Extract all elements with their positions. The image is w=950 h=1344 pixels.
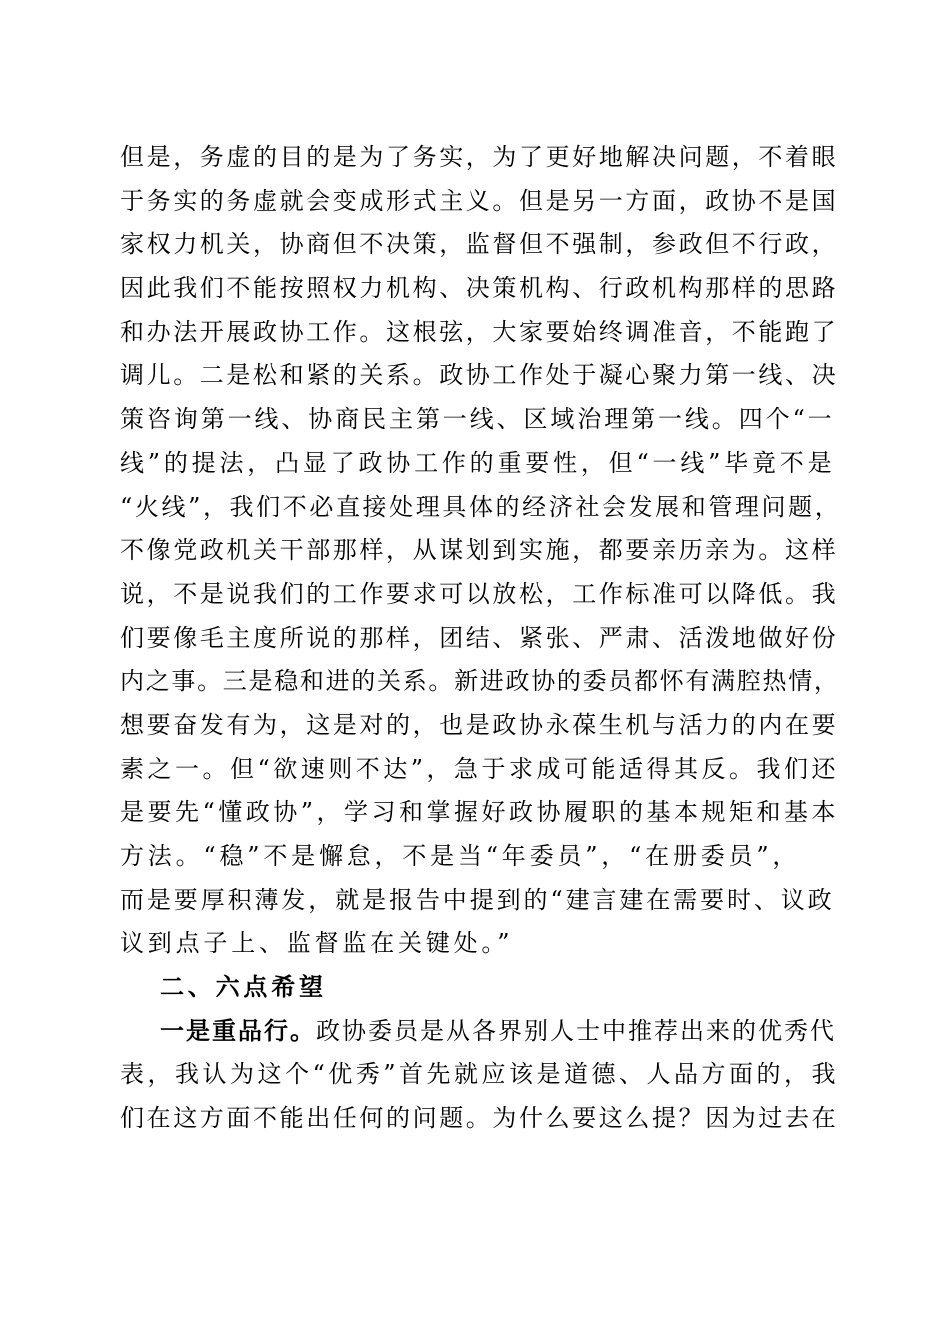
- document-body: [120, 136, 840, 1141]
- paragraph-line: 方法。“稳”不是懈怠，不是当“年委员”，“在册委员”，: [120, 842, 801, 870]
- paragraph-line: 策咨询第一线、协商民主第一线、区域治理第一线。四个“一: [120, 405, 835, 434]
- paragraph-line-rest: 政协委员是从各界别人士中推荐出来的优秀代: [316, 1016, 836, 1045]
- paragraph-line: 调儿。二是松和紧的关系。政协工作处于凝心聚力第一线、决: [120, 361, 839, 390]
- paragraph-line: 是要先“懂政协”，学习和掌握好政协履职的基本规矩和基本: [120, 798, 840, 827]
- paragraph-line: 们在这方面不能出任何的问题。为什么要这么提？因为过去在: [120, 1104, 839, 1133]
- paragraph-line: “火线”，我们不必直接处理具体的经济社会发展和管理问题，: [120, 492, 842, 521]
- paragraph-lead: 一是重品行。: [160, 1016, 316, 1045]
- paragraph-line: 线”的提法，凸显了政协工作的重要性，但“一线”毕竟不是: [120, 448, 836, 477]
- paragraph-line: 内之事。三是稳和进的关系。新进政协的委员都怀有满腔热情，: [120, 667, 840, 696]
- paragraph-line: 议到点子上、监督监在关键处。”: [120, 929, 514, 958]
- paragraph-line: 而是要厚积薄发，就是报告中提到的“建言建在需要时、议政: [120, 885, 835, 914]
- paragraph-line: 不像党政机关干部那样，从谋划到实施，都要亲历亲为。这样: [120, 536, 839, 565]
- paragraph-line: [120, 1010, 840, 1054]
- section-heading: 二、六点希望: [160, 973, 327, 1002]
- paragraph-line: 因此我们不能按照权力机构、决策机构、行政机构那样的思路: [120, 274, 839, 303]
- paragraph-line: 和办法开展政协工作。这根弦，大家要始终调准音，不能跑了: [120, 317, 839, 346]
- paragraph-line: 素之一。但“欲速则不达”，急于求成可能适得其反。我们还: [120, 754, 840, 783]
- paragraph-line: 家权力机关，协商但不决策，监督但不强制，参政但不行政，: [120, 230, 839, 259]
- paragraph-line: 说，不是说我们的工作要求可以放松，工作标准可以降低。我: [120, 579, 839, 608]
- paragraph-line: 们要像毛主度所说的那样，团结、紧张、严肃、活泼地做好份: [120, 623, 839, 652]
- paragraph-line: 想要奋发有为，这是对的，也是政协永葆生机与活力的内在要: [120, 710, 839, 739]
- paragraph-line: 但是，务虚的目的是为了务实，为了更好地解决问题，不着眼: [120, 143, 839, 171]
- paragraph-line: 表，我认为这个“优秀”首先就应该是道德、人品方面的，我: [120, 1060, 840, 1089]
- paragraph-line: 于务实的务虚就会变成形式主义。但是另一方面，政协不是国: [120, 186, 839, 215]
